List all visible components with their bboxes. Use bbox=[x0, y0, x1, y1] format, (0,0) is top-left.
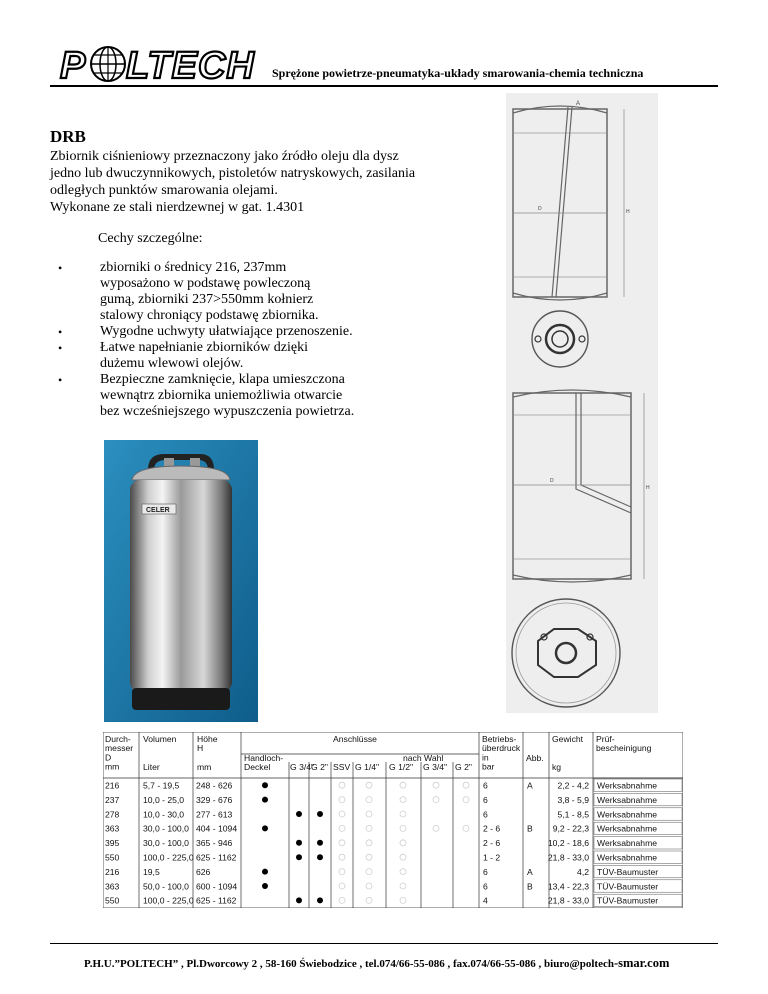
cell-durchmesser: 363 bbox=[105, 823, 120, 834]
header-abb: Abb. bbox=[526, 753, 544, 763]
cell-abb: B bbox=[527, 881, 533, 892]
header-hoehe: Höhe bbox=[197, 734, 218, 744]
filled-dot-icon bbox=[317, 854, 323, 860]
header-connection: G 1/2" bbox=[389, 762, 414, 772]
technical-drawings bbox=[506, 93, 658, 713]
cell-pruefbescheinigung: TÜV-Baumuster bbox=[597, 866, 659, 877]
header-betriebs: Betriebs- bbox=[482, 734, 517, 744]
cell-betriebsdruck: 2 - 6 bbox=[483, 838, 501, 849]
cell-gewicht: 21,8 - 33,0 bbox=[547, 895, 589, 906]
cell-abb: B bbox=[527, 823, 533, 834]
cell-gewicht: 2,2 - 4,2 bbox=[557, 780, 589, 791]
svg-text:P: P bbox=[60, 45, 87, 86]
header-betriebs: überdruck bbox=[482, 743, 521, 754]
cell-durchmesser: 216 bbox=[105, 866, 120, 877]
cell-volumen: 10,0 - 25,0 bbox=[143, 794, 185, 805]
cell-hoehe: 277 - 613 bbox=[196, 809, 233, 820]
globe-icon bbox=[91, 47, 125, 81]
header-gewicht-unit: kg bbox=[552, 762, 562, 772]
cell-abb: A bbox=[527, 866, 533, 877]
feature-line: wyposażono w podstawę powleczoną bbox=[100, 276, 311, 291]
header-connection: SSV bbox=[333, 762, 351, 772]
filled-dot-icon bbox=[317, 897, 323, 903]
label-h-b: H bbox=[646, 485, 650, 491]
feature-item bbox=[50, 372, 420, 420]
cell-betriebsdruck: 2 - 6 bbox=[483, 823, 501, 834]
svg-text:LTECH: LTECH bbox=[126, 45, 255, 86]
photo-brand-label: CELER bbox=[146, 507, 170, 514]
feature-item bbox=[50, 324, 420, 340]
cell-betriebsdruck: 6 bbox=[483, 780, 488, 791]
cell-volumen: 10,0 - 30,0 bbox=[143, 809, 185, 820]
header-hoehe: mm bbox=[197, 762, 212, 772]
header-betriebs: bar bbox=[482, 761, 495, 772]
cell-gewicht: 4,2 bbox=[577, 866, 589, 877]
cell-durchmesser: 395 bbox=[105, 838, 120, 849]
poltech-logo bbox=[58, 42, 262, 86]
header-connection: G 3/4" bbox=[423, 762, 448, 772]
feature-line: Łatwe napełnianie zbiorników dzięki bbox=[100, 340, 308, 355]
cell-betriebsdruck: 6 bbox=[483, 809, 488, 820]
header-betriebs: in bbox=[482, 752, 489, 763]
header-anschluesse: Anschlüsse bbox=[333, 734, 377, 744]
label-h-a: H bbox=[626, 209, 630, 215]
header-durchmesser: mm bbox=[105, 761, 120, 772]
cell-hoehe: 600 - 1094 bbox=[196, 881, 238, 892]
feature-line: gumą, zbiorniki 237>550mm kołnierz bbox=[100, 292, 314, 307]
cell-betriebsdruck: 6 bbox=[483, 866, 488, 877]
cell-betriebsdruck: 4 bbox=[483, 895, 488, 906]
cell-volumen: 100,0 - 225,0 bbox=[143, 852, 194, 863]
filled-dot-icon bbox=[296, 897, 302, 903]
cell-gewicht: 5,1 - 8,5 bbox=[557, 809, 589, 820]
label-d-a: D bbox=[538, 206, 542, 212]
cell-betriebsdruck: 1 - 2 bbox=[483, 852, 501, 863]
cell-hoehe: 365 - 946 bbox=[196, 838, 233, 849]
header-durchmesser: messer bbox=[105, 743, 134, 754]
footer-domain: -smar.com bbox=[613, 956, 670, 970]
header-durchmesser: D bbox=[105, 752, 112, 763]
feature-line: dużemu wlewowi olejów. bbox=[100, 356, 244, 371]
filled-dot-icon bbox=[317, 840, 323, 846]
filled-dot-icon bbox=[296, 840, 302, 846]
label-d-b: D bbox=[550, 478, 554, 484]
filled-dot-icon bbox=[262, 797, 268, 803]
footer-contact bbox=[84, 956, 669, 971]
cell-durchmesser: 550 bbox=[105, 852, 120, 863]
feature-line: stalowy chroniący podstawę zbiornika. bbox=[100, 308, 319, 323]
features-heading: Cechy szczególne: bbox=[98, 231, 203, 246]
description-line: odległych punktów smarowania olejami. bbox=[50, 183, 278, 198]
filled-dot-icon bbox=[262, 782, 268, 788]
cell-hoehe: 626 bbox=[196, 866, 211, 877]
header-connection: Deckel bbox=[244, 762, 271, 772]
cell-hoehe: 329 - 676 bbox=[196, 794, 233, 805]
cell-volumen: 30,0 - 100,0 bbox=[143, 838, 189, 849]
cell-volumen: 100,0 - 225,0 bbox=[143, 895, 194, 906]
footer-divider bbox=[50, 943, 718, 944]
cell-betriebsdruck: 6 bbox=[483, 881, 488, 892]
bullet-icon: • bbox=[58, 373, 63, 387]
header-hoehe: H bbox=[197, 743, 204, 754]
cell-gewicht: 9,2 - 22,3 bbox=[552, 823, 589, 834]
header-volumen-unit: Liter bbox=[143, 762, 160, 772]
feature-line: bez wcześniejszego wypuszczenia powietrza. bbox=[100, 404, 355, 419]
features-list bbox=[50, 260, 420, 420]
header-connection: G 2" bbox=[455, 762, 472, 772]
filled-dot-icon bbox=[317, 811, 323, 817]
header-gewicht: Gewicht bbox=[552, 734, 584, 744]
cell-pruefbescheinigung: Werksabnahme bbox=[597, 838, 658, 849]
cell-pruefbescheinigung: TÜV-Baumuster bbox=[597, 895, 659, 906]
cell-durchmesser: 550 bbox=[105, 895, 120, 906]
cell-pruefbescheinigung: TÜV-Baumuster bbox=[597, 881, 659, 892]
header-tagline: Sprężone powietrze-pneumatyka-układy smarowania-chemia techniczna bbox=[272, 66, 644, 80]
description-line: Zbiornik ciśnieniowy przeznaczony jako źródło oleju dla dysz bbox=[50, 149, 399, 164]
spec-table bbox=[103, 732, 683, 908]
cell-durchmesser: 237 bbox=[105, 794, 120, 805]
cell-abb: A bbox=[527, 780, 533, 791]
product-code: DRB bbox=[50, 127, 86, 146]
header-connection: G 3/4" bbox=[290, 762, 315, 772]
cell-pruefbescheinigung: Werksabnahme bbox=[597, 823, 658, 834]
feature-line: zbiorniki o średnicy 216, 237mm bbox=[100, 260, 287, 275]
footer-address: P.H.U.”POLTECH” , Pl.Dworcowy 2 , 58-160 Świebodzice , tel.074/66-55-086 , fax.074/66-55-086 , biuro@poltech bbox=[84, 958, 614, 970]
header-connection: G 1/4" bbox=[355, 762, 380, 772]
header-connection: G 2" bbox=[311, 762, 328, 772]
cell-hoehe: 625 - 1162 bbox=[196, 852, 237, 863]
cell-hoehe: 404 - 1094 bbox=[196, 823, 238, 834]
bullet-icon: • bbox=[58, 261, 63, 275]
cell-gewicht: 10,2 - 18,6 bbox=[547, 838, 589, 849]
bullet-icon: • bbox=[58, 341, 63, 355]
feature-line: Wygodne uchwyty ułatwiające przenoszenie. bbox=[100, 324, 353, 339]
cell-pruefbescheinigung: Werksabnahme bbox=[597, 852, 658, 863]
cell-gewicht: 13,4 - 22,3 bbox=[547, 881, 589, 892]
cell-pruefbescheinigung: Werksabnahme bbox=[597, 780, 658, 791]
cell-pruefbescheinigung: Werksabnahme bbox=[597, 809, 658, 820]
header-nach-wahl: nach Wahl bbox=[403, 753, 444, 763]
cell-hoehe: 248 - 626 bbox=[196, 780, 233, 791]
cell-gewicht: 21,8 - 33,0 bbox=[547, 852, 589, 863]
tank-photo bbox=[104, 440, 258, 722]
cell-pruefbescheinigung: Werksabnahme bbox=[597, 794, 658, 805]
cell-durchmesser: 216 bbox=[105, 780, 120, 791]
header-pruef: bescheinigung bbox=[596, 743, 652, 754]
feature-line: Bezpieczne zamknięcie, klapa umieszczona bbox=[100, 372, 345, 387]
filled-dot-icon bbox=[296, 811, 302, 817]
filled-dot-icon bbox=[262, 883, 268, 889]
bullet-icon: • bbox=[58, 325, 63, 339]
header-pruef: Prüf- bbox=[596, 734, 615, 744]
header-durchmesser: Durch- bbox=[105, 734, 131, 744]
header-handloch: Handloch- bbox=[244, 753, 284, 763]
filled-dot-icon bbox=[296, 854, 302, 860]
feature-line: wewnątrz zbiornika uniemożliwia otwarcie bbox=[100, 388, 343, 403]
header-divider bbox=[50, 85, 718, 87]
cell-betriebsdruck: 6 bbox=[483, 794, 488, 805]
label-figure-a: A bbox=[576, 101, 581, 107]
header-volumen: Volumen bbox=[143, 734, 177, 744]
cell-volumen: 5,7 - 19,5 bbox=[143, 780, 180, 791]
cell-volumen: 30,0 - 100,0 bbox=[143, 823, 189, 834]
cell-durchmesser: 363 bbox=[105, 881, 120, 892]
cell-gewicht: 3,8 - 5,9 bbox=[557, 794, 589, 805]
filled-dot-icon bbox=[262, 825, 268, 831]
cell-volumen: 50,0 - 100,0 bbox=[143, 881, 189, 892]
cell-durchmesser: 278 bbox=[105, 809, 120, 820]
cell-hoehe: 625 - 1162 bbox=[196, 895, 237, 906]
description-line: jedno lub dwuczynnikowych, pistoletów natryskowych, zasilania bbox=[50, 166, 416, 181]
product-description bbox=[50, 148, 470, 216]
description-line: Wykonane ze stali nierdzewnej w gat. 1.4301 bbox=[50, 200, 305, 215]
feature-item bbox=[50, 340, 420, 372]
feature-item bbox=[50, 260, 420, 324]
filled-dot-icon bbox=[262, 869, 268, 875]
cell-volumen: 19,5 bbox=[143, 866, 160, 877]
